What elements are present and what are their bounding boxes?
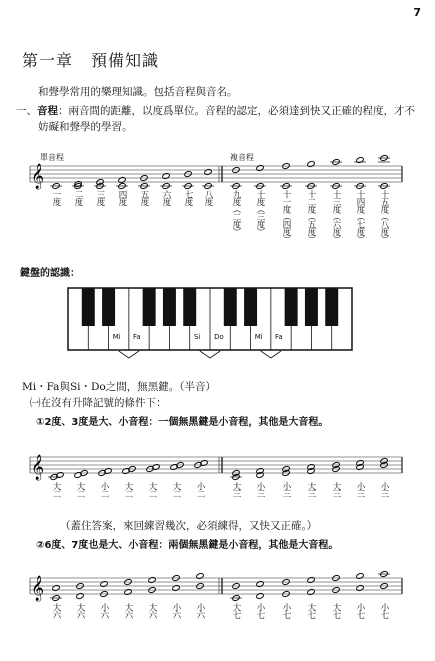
compound-interval-label: 十度（三度） [255, 190, 265, 235]
sixth-interval-answer: 小六 [171, 603, 181, 618]
sixth-interval-answer: 大六 [123, 603, 133, 618]
black-key [224, 288, 237, 326]
seventh-interval-answer: 大七 [331, 603, 341, 618]
simple-interval-label: 三度 [95, 190, 105, 205]
note-head [307, 577, 315, 584]
seventh-interval-answer: 小七 [379, 603, 389, 618]
sixth-interval-answer: 大六 [147, 603, 157, 618]
compound-interval-label: 九度（二度） [231, 190, 241, 235]
black-key [183, 288, 196, 326]
note-head [356, 585, 364, 592]
second-interval-answer: 小二 [195, 482, 205, 497]
seventh-interval-answer: 小七 [281, 603, 291, 618]
half-step-bracket [119, 351, 139, 358]
second-interval-answer: 大二 [51, 482, 61, 497]
sixth-interval-answer: 大六 [51, 603, 61, 618]
half-step-bracket [261, 351, 281, 358]
practice-note: （蓋住答案，來回練習幾次，必須練得，又快又正確。） [60, 520, 318, 532]
section-term: 音程 [37, 105, 58, 117]
compound-interval-label: 十一度（四度） [281, 190, 291, 243]
black-key [325, 288, 338, 326]
black-key [244, 288, 257, 326]
note-head [118, 177, 126, 184]
note-head [162, 173, 170, 180]
black-key [285, 288, 298, 326]
mi-fa-text: Mi・Fa與Si・Do之間，無黑鍵。（半音） [22, 381, 216, 393]
treble-clef-3: 𝄞 [31, 576, 45, 601]
chapter-title: 預備知識 [91, 51, 160, 70]
sixth-interval-answer: 大六 [75, 603, 85, 618]
black-key [305, 288, 318, 326]
third-interval-answer: 大三 [231, 482, 241, 497]
simple-interval-label: 四度 [117, 190, 127, 205]
half-step-bracket [200, 351, 220, 358]
note-head [100, 581, 108, 588]
label-compound-interval: 複音程 [230, 153, 254, 162]
key-name-label: Mi [112, 333, 121, 341]
note-head [196, 573, 204, 580]
black-key [82, 288, 95, 326]
note-head [52, 585, 60, 592]
condition-text: ㈠在沒有升降記號的條件下： [30, 397, 167, 409]
staff-1 [30, 166, 402, 182]
third-interval-answer: 小三 [255, 482, 265, 497]
key-name-label: Fa [275, 333, 283, 341]
key-name-label: Si [193, 333, 201, 341]
note-head [76, 593, 84, 600]
sixth-interval-answer: 小六 [99, 603, 109, 618]
second-interval-answer: 小二 [99, 482, 109, 497]
black-key [102, 288, 115, 326]
treble-clef-1: 𝄞 [31, 164, 45, 189]
note-head [356, 573, 364, 580]
simple-interval-label: 一度 [51, 190, 61, 205]
third-interval-answer: 小三 [355, 482, 365, 497]
keyboard-title: 鍵盤的認識： [20, 268, 80, 279]
second-interval-answer: 大二 [147, 482, 157, 497]
sixth-interval-answer: 小六 [195, 603, 205, 618]
note-head [256, 581, 264, 588]
second-interval-answer: 大二 [75, 482, 85, 497]
compound-interval-label: 十五度（八度） [379, 190, 389, 243]
rule-1-text: ①2度、3度是大、小音程：一個無黑鍵是小音程，其他是大音程。 [36, 417, 329, 428]
third-interval-answer: 小三 [379, 482, 389, 497]
second-interval-answer: 大二 [123, 482, 133, 497]
rule-2-text: ②6度、7度也是大、小音程：兩個無黑鍵是小音程，其他是大音程。 [36, 540, 339, 551]
note-head [356, 157, 364, 164]
page-number: 7 [413, 6, 421, 19]
second-interval-answer: 大二 [171, 482, 181, 497]
note-head [256, 165, 264, 172]
note-head [256, 593, 264, 600]
note-head [307, 589, 315, 596]
third-interval-answer: 大三 [331, 482, 341, 497]
key-name-label: Do [214, 333, 224, 341]
treble-clef-2: 𝄞 [31, 455, 45, 480]
chapter-number: 第一章 [22, 51, 74, 70]
key-name-label: Fa [133, 333, 141, 341]
simple-interval-label: 二度 [73, 190, 83, 205]
compound-interval-label: 十四度（七度） [355, 190, 365, 243]
seventh-interval-answer: 小七 [355, 603, 365, 618]
simple-interval-label: 七度 [183, 190, 193, 205]
simple-interval-label: 六度 [161, 190, 171, 205]
seventh-interval-answer: 大七 [231, 603, 241, 618]
simple-interval-label: 五度 [139, 190, 149, 205]
compound-interval-label: 十三度（六度） [331, 190, 341, 243]
black-key [143, 288, 156, 326]
section-text-b: 妨礙和聲學的學習。 [38, 121, 133, 133]
note-head [124, 589, 132, 596]
section-number: 一、 [16, 105, 37, 117]
key-name-label: Mi [254, 333, 263, 341]
section-text-a: ：兩音間的距離，以度爲單位。音程的認定，必須達到快又正確的程度，才不 [58, 105, 415, 117]
seventh-interval-answer: 大七 [306, 603, 316, 618]
note-head [204, 169, 212, 176]
intro-text: 和聲學常用的樂理知識。包括音程與音名。 [38, 86, 238, 98]
note-head [172, 585, 180, 592]
label-simple-interval: 單音程 [40, 153, 64, 162]
black-key [163, 288, 176, 326]
note-head [148, 577, 156, 584]
staff-3 [30, 578, 402, 594]
third-interval-answer: 大三 [306, 482, 316, 497]
piano-keyboard [68, 288, 352, 358]
simple-interval-label: 八度 [203, 190, 213, 205]
third-interval-answer: 小三 [281, 482, 291, 497]
note-head [307, 161, 315, 168]
seventh-interval-answer: 小七 [255, 603, 265, 618]
compound-interval-label: 十二度（五度） [306, 190, 316, 243]
